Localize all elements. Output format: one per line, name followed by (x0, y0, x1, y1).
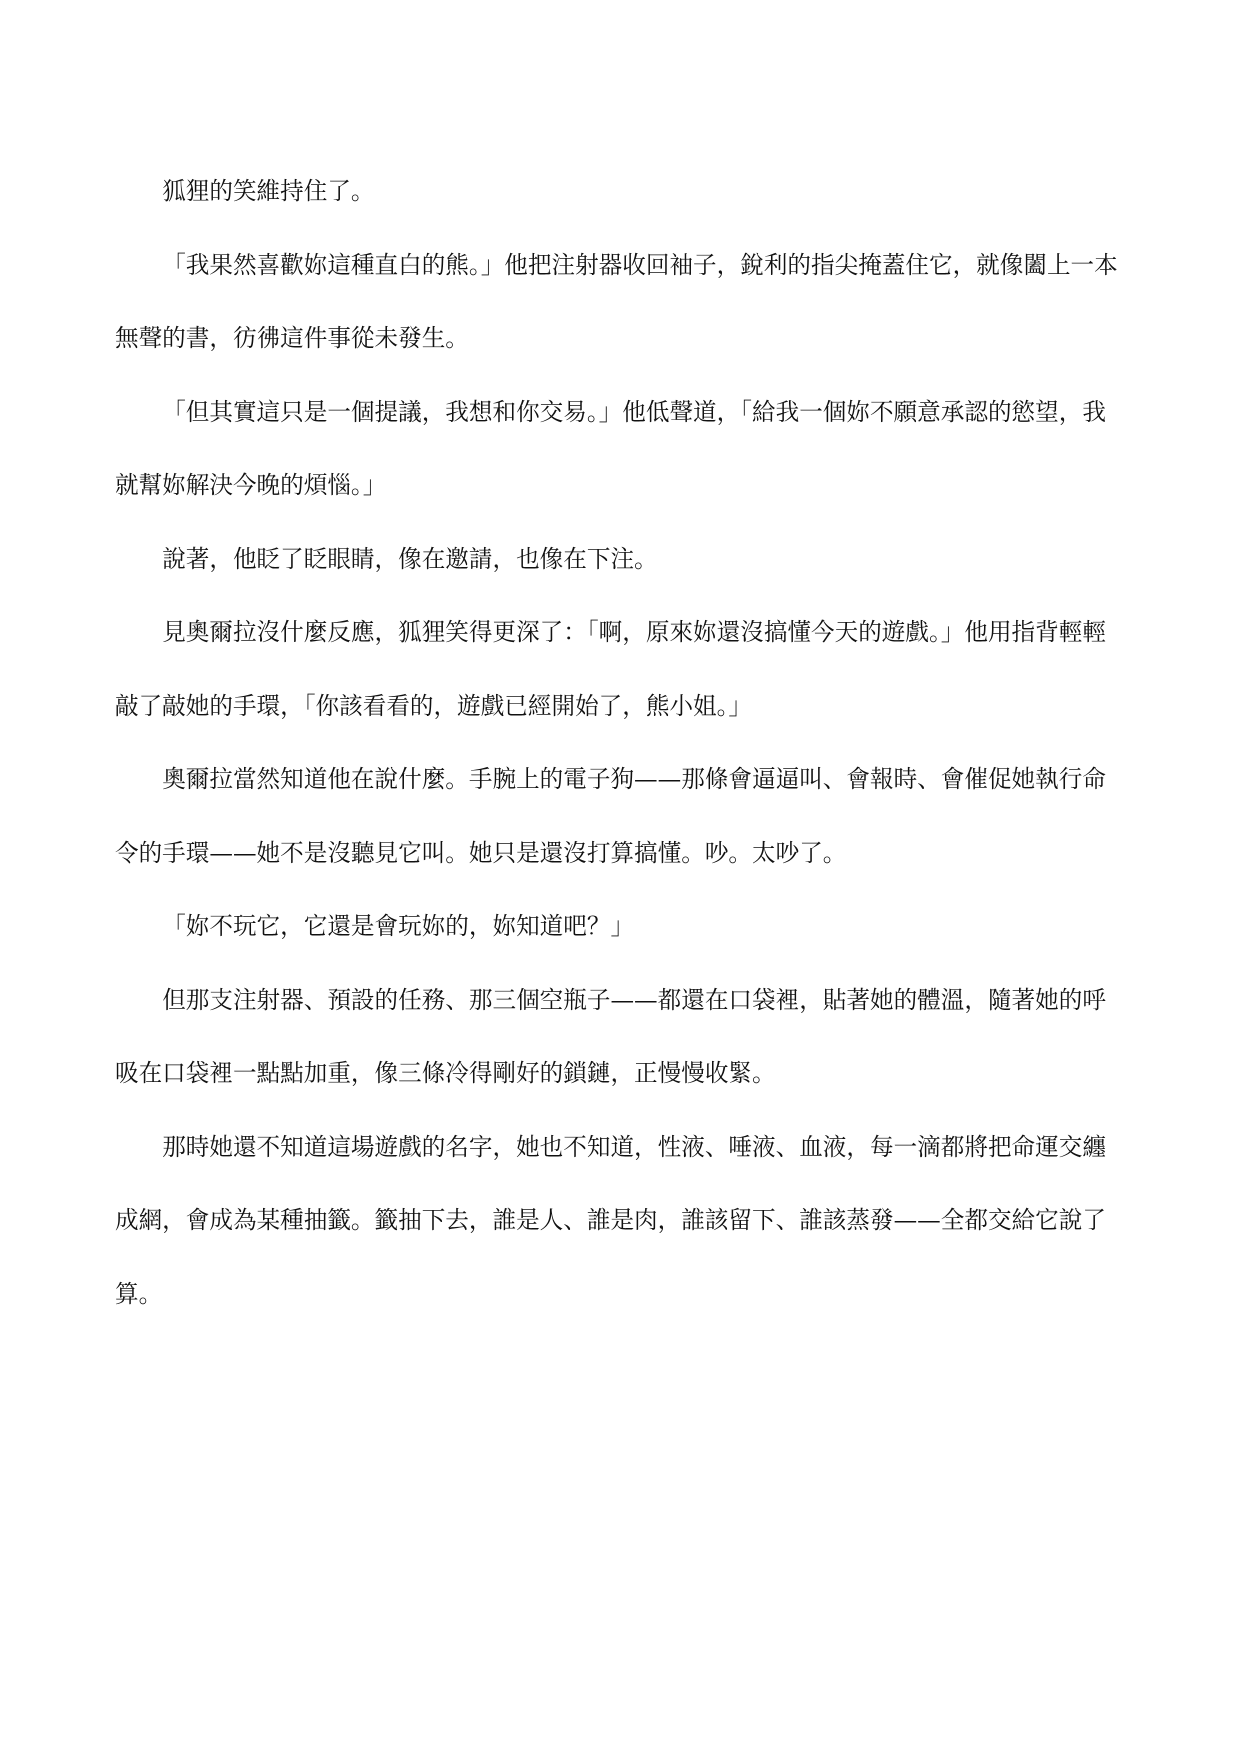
paragraph-6 (115, 743, 1125, 890)
paragraph-line: 上一本無聲的書，彷彿這件事從未發生。 (115, 250, 1118, 352)
paragraph-1 (115, 155, 1125, 229)
paragraph-line: 見奧爾拉沒什麼反應，狐狸笑得更深了：「啊，原來妳還沒搞懂今天的遊戲。」他用指 (162, 618, 1036, 646)
paragraph-line: 給它說了算。 (115, 1206, 1106, 1308)
paragraph-line: 「妳不玩它，它還是會玩妳的，妳知道吧？」 (162, 912, 635, 940)
paragraph-line: 說著，他眨了眨眼睛，像在邀請，也像在下注。 (162, 544, 658, 573)
paragraph-8 (115, 964, 1125, 1111)
paragraph-line: 但那支注射器、預設的任務、那三個空瓶子——都還在口袋裡，貼著她的體溫，隨著她 (162, 985, 1059, 1014)
paragraph-line: 「我果然喜歡妳這種直白的熊。」他把注射器收回袖子，銳利的指尖掩蓋住它，就像闔 (162, 250, 1047, 279)
paragraph-9 (115, 1111, 1125, 1332)
paragraph-2 (115, 229, 1125, 376)
paragraph-3 (115, 376, 1125, 523)
paragraph-line: 行命令的手環——她不是沒聽見它叫。她只是還沒打算搞懂。吵。太吵了。 (115, 765, 1106, 867)
paragraph-line: 那時她還不知道這場遊戲的名字，她也不知道，性液、唾液、血液，每一滴都將把命運 (162, 1132, 1059, 1161)
paragraph-line: 背輕輕敲了敲她的手環，「你該看看的，遊戲已經開始了，熊小姐。」 (115, 618, 1106, 720)
paragraph-line: 「但其實這只是一個提議，我想和你交易。」他低聲道，「給我一個妳不願意承認的慾 (162, 397, 1036, 426)
paragraph-line: 狐狸的笑維持住了。 (162, 177, 375, 205)
paragraph-line: 望，我就幫妳解決今晚的煩惱。」 (115, 397, 1106, 499)
paragraph-5 (115, 596, 1125, 743)
paragraph-line: 的呼吸在口袋裡一點點加重，像三條冷得剛好的鎖鏈，正慢慢收緊。 (115, 985, 1106, 1087)
paragraph-line: 奧爾拉當然知道他在說什麼。手腕上的電子狗——那條會逼逼叫、會報時、會催促她執 (162, 765, 1059, 793)
document-body (115, 155, 1125, 1331)
paragraph-4 (115, 523, 1125, 597)
paragraph-7 (115, 890, 1125, 964)
paragraph-line: 交纏成網，會成為某種抽籤。籤抽下去，誰是人、誰是肉，誰該留下、誰該蒸發——全都交 (115, 1132, 1106, 1234)
